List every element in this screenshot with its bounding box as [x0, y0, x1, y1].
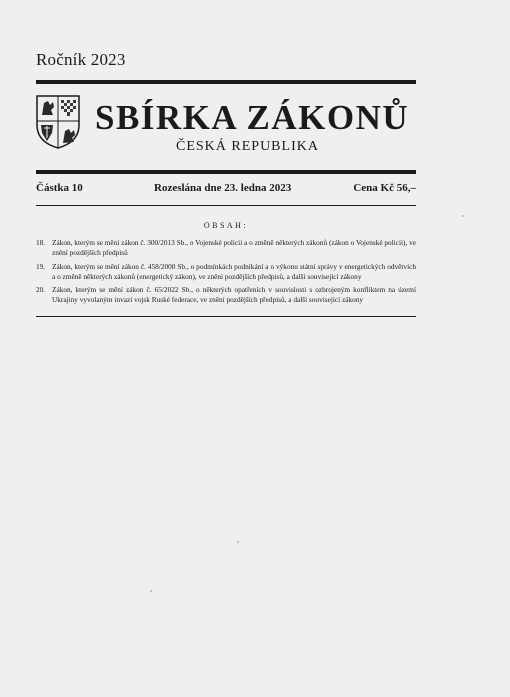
- top-rule: [36, 80, 416, 84]
- contents-heading: OBSAH:: [203, 221, 249, 230]
- contents-item-number: 19.: [36, 261, 46, 271]
- contents-item-number: 18.: [36, 238, 46, 247]
- info-rule: [36, 205, 416, 206]
- gazette-subtitle: ČESKÁ REPUBLIKA: [176, 139, 319, 154]
- contents-list: [36, 238, 416, 309]
- volume-year: Ročník 2023: [36, 50, 126, 69]
- paper-speck: [150, 590, 152, 592]
- contents-item: [36, 238, 416, 258]
- contents-item-number: 20.: [36, 285, 46, 294]
- issue-part: Částka 10: [36, 182, 83, 194]
- contents-item: [36, 262, 416, 282]
- issue-price: Cena Kč 56,–: [353, 182, 416, 194]
- paper-speck: [237, 541, 239, 543]
- contents-item-text: Zákon, kterým se mění zákon č. 300/2013 Sb., o Vojenské policii a o změně některých zákonů (zákon o Vojenské policii), ve znění pozdějších předpisů: [52, 238, 417, 257]
- issue-distribution-date: Rozeslána dne 23. ledna 2023: [154, 182, 292, 194]
- coat-of-arms-icon: [36, 95, 80, 149]
- header-rule: [36, 170, 416, 174]
- contents-item-text: Zákon, kterým se mění zákon č. 65/2022 Sb., o některých opatřeních v souvislosti s ozbrojeným konfliktem na území Ukrajiny vyvolaným invazí vojsk Ruské federace, ve znění pozdějších předpisů, a další související zákony: [52, 285, 416, 304]
- contents-item-text: Zákon, kterým se mění zákon č. 458/2000 Sb., o podmínkách podnikání a o výkonu státní správy v energetických odvětvích a o změně některých zákonů (energetický zákon), ve znění pozdějších předpisů, a další související zákony: [52, 261, 416, 281]
- paper-speck: [462, 215, 464, 217]
- gazette-title: SBÍRKA ZÁKONŮ: [95, 98, 410, 137]
- contents-bottom-rule: [36, 316, 416, 317]
- contents-item: [36, 285, 416, 305]
